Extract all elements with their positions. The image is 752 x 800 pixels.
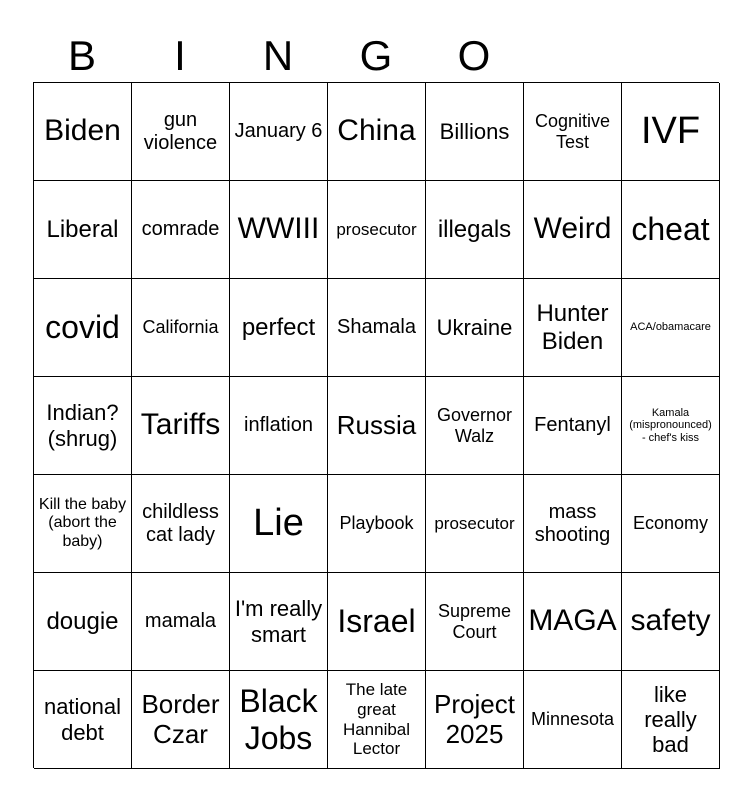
bingo-cell[interactable]: Tariffs bbox=[132, 377, 230, 475]
bingo-cell[interactable]: gun violence bbox=[132, 83, 230, 181]
bingo-cell[interactable]: perfect bbox=[230, 279, 328, 377]
bingo-cell[interactable]: January 6 bbox=[230, 83, 328, 181]
bingo-cell[interactable]: Shamala bbox=[328, 279, 426, 377]
bingo-cell[interactable]: Billions bbox=[426, 83, 524, 181]
bingo-cell[interactable]: Liberal bbox=[34, 181, 132, 279]
bingo-cell[interactable]: covid bbox=[34, 279, 132, 377]
header-letter-b: B bbox=[67, 32, 96, 79]
bingo-cell[interactable]: Israel bbox=[328, 573, 426, 671]
bingo-cell[interactable]: prosecutor bbox=[328, 181, 426, 279]
bingo-cell[interactable]: mamala bbox=[132, 573, 230, 671]
bingo-cell[interactable]: Black Jobs bbox=[230, 671, 328, 769]
bingo-cell[interactable]: national debt bbox=[34, 671, 132, 769]
bingo-cell[interactable]: China bbox=[328, 83, 426, 181]
bingo-cell[interactable]: Indian? (shrug) bbox=[34, 377, 132, 475]
bingo-cell[interactable]: Hunter Biden bbox=[524, 279, 622, 377]
bingo-cell[interactable]: Lie bbox=[230, 475, 328, 573]
bingo-cell[interactable]: MAGA bbox=[524, 573, 622, 671]
bingo-cell[interactable]: dougie bbox=[34, 573, 132, 671]
bingo-cell[interactable]: cheat bbox=[622, 181, 720, 279]
bingo-cell[interactable]: Biden bbox=[34, 83, 132, 181]
bingo-cell[interactable]: Russia bbox=[328, 377, 426, 475]
bingo-cell[interactable]: comrade bbox=[132, 181, 230, 279]
bingo-cell[interactable]: WWIII bbox=[230, 181, 328, 279]
bingo-cell[interactable]: prosecutor bbox=[426, 475, 524, 573]
bingo-cell[interactable]: California bbox=[132, 279, 230, 377]
bingo-cell[interactable]: mass shooting bbox=[524, 475, 622, 573]
bingo-cell[interactable]: Economy bbox=[622, 475, 720, 573]
bingo-cell[interactable]: Ukraine bbox=[426, 279, 524, 377]
bingo-cell[interactable]: Project 2025 bbox=[426, 671, 524, 769]
header-letter-i: I bbox=[174, 32, 186, 79]
header-letter-o: O bbox=[457, 32, 491, 79]
bingo-cell[interactable]: Fentanyl bbox=[524, 377, 622, 475]
bingo-cell[interactable]: Supreme Court bbox=[426, 573, 524, 671]
bingo-cell[interactable]: Playbook bbox=[328, 475, 426, 573]
bingo-cell[interactable]: childless cat lady bbox=[132, 475, 230, 573]
bingo-cell[interactable]: The late great Hannibal Lector bbox=[328, 671, 426, 769]
bingo-cell[interactable]: inflation bbox=[230, 377, 328, 475]
bingo-cell[interactable]: Kill the baby (abort the baby) bbox=[34, 475, 132, 573]
bingo-cell[interactable]: IVF bbox=[622, 83, 720, 181]
bingo-cell[interactable]: safety bbox=[622, 573, 720, 671]
bingo-cell[interactable]: Kamala (mispronounced) - chef's kiss bbox=[622, 377, 720, 475]
bingo-cell[interactable]: Governor Walz bbox=[426, 377, 524, 475]
bingo-cell[interactable]: Cognitive Test bbox=[524, 83, 622, 181]
bingo-board bbox=[33, 82, 719, 768]
bingo-cell[interactable]: Minnesota bbox=[524, 671, 622, 769]
bingo-cell[interactable]: Weird bbox=[524, 181, 622, 279]
header-letter-g: G bbox=[359, 32, 393, 79]
bingo-cell[interactable]: Border Czar bbox=[132, 671, 230, 769]
bingo-cell[interactable]: illegals bbox=[426, 181, 524, 279]
bingo-cell[interactable]: ACA/obamacare bbox=[622, 279, 720, 377]
bingo-cell[interactable]: I'm really smart bbox=[230, 573, 328, 671]
bingo-cell[interactable]: like really bad bbox=[622, 671, 720, 769]
bingo-header bbox=[33, 30, 719, 82]
header-letter-n: N bbox=[262, 32, 294, 79]
